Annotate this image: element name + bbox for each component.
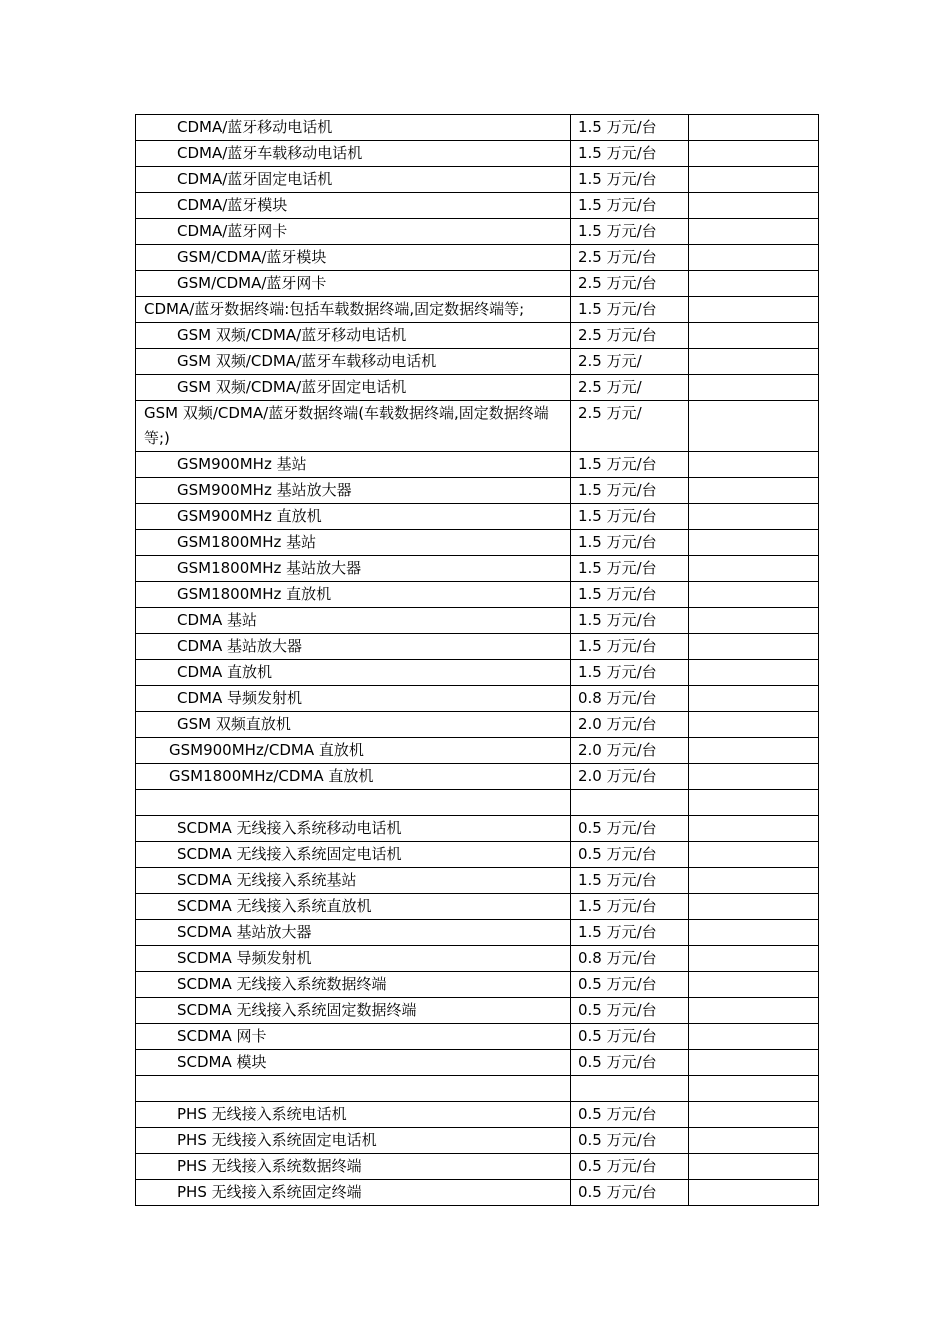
table-row bbox=[136, 349, 819, 375]
item-name-cell: CDMA 基站 bbox=[136, 608, 571, 634]
item-name-cell: PHS 无线接入系统电话机 bbox=[136, 1102, 571, 1128]
fee-cell: 2.5 万元/ bbox=[571, 375, 689, 401]
item-name-cell bbox=[136, 1076, 571, 1102]
item-name-cell: CDMA/蓝牙数据终端:包括车载数据终端,固定数据终端等; bbox=[136, 297, 571, 323]
table-row bbox=[136, 271, 819, 297]
note-cell bbox=[689, 712, 819, 738]
item-name-cell: GSM900MHz 直放机 bbox=[136, 504, 571, 530]
fee-table bbox=[135, 114, 819, 1206]
note-cell bbox=[689, 297, 819, 323]
table-row bbox=[136, 686, 819, 712]
fee-cell bbox=[571, 1076, 689, 1102]
item-name-cell: CDMA 基站放大器 bbox=[136, 634, 571, 660]
fee-cell: 1.5 万元/台 bbox=[571, 894, 689, 920]
fee-cell: 2.5 万元/台 bbox=[571, 245, 689, 271]
fee-cell: 2.5 万元/ bbox=[571, 401, 689, 452]
item-name-cell: GSM 双频/CDMA/蓝牙数据终端(车载数据终端,固定数据终端等;) bbox=[136, 401, 571, 452]
fee-cell: 0.5 万元/台 bbox=[571, 1102, 689, 1128]
note-cell bbox=[689, 115, 819, 141]
item-name-cell: SCDMA 无线接入系统数据终端 bbox=[136, 972, 571, 998]
note-cell bbox=[689, 1102, 819, 1128]
fee-cell: 0.5 万元/台 bbox=[571, 972, 689, 998]
table-row bbox=[136, 323, 819, 349]
fee-cell: 0.5 万元/台 bbox=[571, 1024, 689, 1050]
note-cell bbox=[689, 608, 819, 634]
item-name-cell: SCDMA 无线接入系统移动电话机 bbox=[136, 816, 571, 842]
note-cell bbox=[689, 686, 819, 712]
note-cell bbox=[689, 634, 819, 660]
item-name-cell: SCDMA 无线接入系统固定电话机 bbox=[136, 842, 571, 868]
item-name-cell: SCDMA 无线接入系统直放机 bbox=[136, 894, 571, 920]
fee-cell: 0.5 万元/台 bbox=[571, 842, 689, 868]
note-cell bbox=[689, 401, 819, 452]
note-cell bbox=[689, 972, 819, 998]
table-row bbox=[136, 478, 819, 504]
note-cell bbox=[689, 946, 819, 972]
note-cell bbox=[689, 816, 819, 842]
item-name-cell: GSM900MHz 基站放大器 bbox=[136, 478, 571, 504]
note-cell bbox=[689, 141, 819, 167]
note-cell bbox=[689, 1076, 819, 1102]
table-row bbox=[136, 193, 819, 219]
item-name-cell: CDMA/蓝牙网卡 bbox=[136, 219, 571, 245]
item-name-cell: GSM900MHz/CDMA 直放机 bbox=[136, 738, 571, 764]
fee-cell: 1.5 万元/台 bbox=[571, 297, 689, 323]
fee-table-body bbox=[136, 115, 819, 1206]
fee-cell: 0.8 万元/台 bbox=[571, 946, 689, 972]
fee-cell: 1.5 万元/台 bbox=[571, 582, 689, 608]
item-name-cell: SCDMA 网卡 bbox=[136, 1024, 571, 1050]
fee-cell: 1.5 万元/台 bbox=[571, 634, 689, 660]
fee-cell: 1.5 万元/台 bbox=[571, 556, 689, 582]
fee-cell bbox=[571, 790, 689, 816]
fee-cell: 1.5 万元/台 bbox=[571, 167, 689, 193]
item-name-cell: GSM1800MHz/CDMA 直放机 bbox=[136, 764, 571, 790]
item-name-cell: CDMA/蓝牙移动电话机 bbox=[136, 115, 571, 141]
table-row bbox=[136, 556, 819, 582]
table-row bbox=[136, 1024, 819, 1050]
fee-cell: 2.5 万元/台 bbox=[571, 271, 689, 297]
fee-cell: 0.5 万元/台 bbox=[571, 816, 689, 842]
note-cell bbox=[689, 1154, 819, 1180]
fee-cell: 2.0 万元/台 bbox=[571, 712, 689, 738]
note-cell bbox=[689, 1180, 819, 1206]
fee-cell: 2.0 万元/台 bbox=[571, 738, 689, 764]
note-cell bbox=[689, 1024, 819, 1050]
fee-cell: 0.8 万元/台 bbox=[571, 686, 689, 712]
fee-cell: 1.5 万元/台 bbox=[571, 478, 689, 504]
item-name-cell: CDMA 导频发射机 bbox=[136, 686, 571, 712]
table-row bbox=[136, 297, 819, 323]
table-row bbox=[136, 764, 819, 790]
table-row bbox=[136, 816, 819, 842]
fee-cell: 0.5 万元/台 bbox=[571, 1050, 689, 1076]
item-name-cell: GSM1800MHz 直放机 bbox=[136, 582, 571, 608]
table-row bbox=[136, 738, 819, 764]
item-name-cell: SCDMA 模块 bbox=[136, 1050, 571, 1076]
table-row bbox=[136, 972, 819, 998]
fee-cell: 0.5 万元/台 bbox=[571, 1154, 689, 1180]
note-cell bbox=[689, 271, 819, 297]
note-cell bbox=[689, 452, 819, 478]
fee-cell: 1.5 万元/台 bbox=[571, 219, 689, 245]
table-row bbox=[136, 530, 819, 556]
fee-cell: 1.5 万元/台 bbox=[571, 504, 689, 530]
item-name-cell: PHS 无线接入系统固定终端 bbox=[136, 1180, 571, 1206]
table-row bbox=[136, 245, 819, 271]
note-cell bbox=[689, 375, 819, 401]
table-row bbox=[136, 219, 819, 245]
table-row bbox=[136, 712, 819, 738]
table-row bbox=[136, 790, 819, 816]
fee-cell: 1.5 万元/台 bbox=[571, 920, 689, 946]
fee-cell: 1.5 万元/台 bbox=[571, 193, 689, 219]
table-row bbox=[136, 504, 819, 530]
table-row bbox=[136, 401, 819, 452]
note-cell bbox=[689, 245, 819, 271]
fee-cell: 1.5 万元/台 bbox=[571, 452, 689, 478]
item-name-cell: GSM1800MHz 基站 bbox=[136, 530, 571, 556]
table-row bbox=[136, 115, 819, 141]
item-name-cell: GSM 双频/CDMA/蓝牙固定电话机 bbox=[136, 375, 571, 401]
fee-cell: 0.5 万元/台 bbox=[571, 998, 689, 1024]
item-name-cell: GSM 双频直放机 bbox=[136, 712, 571, 738]
table-row bbox=[136, 141, 819, 167]
fee-cell: 1.5 万元/台 bbox=[571, 141, 689, 167]
fee-cell: 1.5 万元/台 bbox=[571, 115, 689, 141]
note-cell bbox=[689, 219, 819, 245]
fee-cell: 2.5 万元/ bbox=[571, 349, 689, 375]
item-name-cell: PHS 无线接入系统数据终端 bbox=[136, 1154, 571, 1180]
table-row bbox=[136, 660, 819, 686]
fee-cell: 2.5 万元/台 bbox=[571, 323, 689, 349]
fee-cell: 2.0 万元/台 bbox=[571, 764, 689, 790]
table-row bbox=[136, 868, 819, 894]
table-row bbox=[136, 375, 819, 401]
note-cell bbox=[689, 998, 819, 1024]
item-name-cell: GSM900MHz 基站 bbox=[136, 452, 571, 478]
table-row bbox=[136, 582, 819, 608]
note-cell bbox=[689, 504, 819, 530]
note-cell bbox=[689, 1050, 819, 1076]
item-name-cell: GSM 双频/CDMA/蓝牙移动电话机 bbox=[136, 323, 571, 349]
table-row bbox=[136, 1128, 819, 1154]
item-name-cell: GSM/CDMA/蓝牙模块 bbox=[136, 245, 571, 271]
note-cell bbox=[689, 556, 819, 582]
item-name-cell: CDMA/蓝牙模块 bbox=[136, 193, 571, 219]
table-row bbox=[136, 920, 819, 946]
note-cell bbox=[689, 193, 819, 219]
item-name-cell: SCDMA 无线接入系统基站 bbox=[136, 868, 571, 894]
note-cell bbox=[689, 582, 819, 608]
table-row bbox=[136, 1180, 819, 1206]
note-cell bbox=[689, 1128, 819, 1154]
table-row bbox=[136, 946, 819, 972]
table-row bbox=[136, 1154, 819, 1180]
note-cell bbox=[689, 323, 819, 349]
fee-cell: 0.5 万元/台 bbox=[571, 1128, 689, 1154]
table-row bbox=[136, 167, 819, 193]
note-cell bbox=[689, 842, 819, 868]
note-cell bbox=[689, 790, 819, 816]
item-name-cell: CDMA/蓝牙固定电话机 bbox=[136, 167, 571, 193]
fee-cell: 0.5 万元/台 bbox=[571, 1180, 689, 1206]
fee-cell: 1.5 万元/台 bbox=[571, 660, 689, 686]
table-row bbox=[136, 452, 819, 478]
item-name-cell: SCDMA 无线接入系统固定数据终端 bbox=[136, 998, 571, 1024]
item-name-cell: SCDMA 基站放大器 bbox=[136, 920, 571, 946]
table-row bbox=[136, 1102, 819, 1128]
table-row bbox=[136, 894, 819, 920]
note-cell bbox=[689, 530, 819, 556]
item-name-cell: GSM1800MHz 基站放大器 bbox=[136, 556, 571, 582]
table-row bbox=[136, 998, 819, 1024]
note-cell bbox=[689, 894, 819, 920]
table-row bbox=[136, 608, 819, 634]
note-cell bbox=[689, 167, 819, 193]
table-row bbox=[136, 842, 819, 868]
table-row bbox=[136, 1050, 819, 1076]
note-cell bbox=[689, 764, 819, 790]
note-cell bbox=[689, 478, 819, 504]
item-name-cell: GSM/CDMA/蓝牙网卡 bbox=[136, 271, 571, 297]
note-cell bbox=[689, 738, 819, 764]
item-name-cell bbox=[136, 790, 571, 816]
item-name-cell: CDMA 直放机 bbox=[136, 660, 571, 686]
note-cell bbox=[689, 349, 819, 375]
table-row bbox=[136, 634, 819, 660]
item-name-cell: GSM 双频/CDMA/蓝牙车载移动电话机 bbox=[136, 349, 571, 375]
fee-cell: 1.5 万元/台 bbox=[571, 608, 689, 634]
item-name-cell: SCDMA 导频发射机 bbox=[136, 946, 571, 972]
item-name-cell: CDMA/蓝牙车载移动电话机 bbox=[136, 141, 571, 167]
fee-cell: 1.5 万元/台 bbox=[571, 868, 689, 894]
item-name-cell: PHS 无线接入系统固定电话机 bbox=[136, 1128, 571, 1154]
note-cell bbox=[689, 868, 819, 894]
fee-cell: 1.5 万元/台 bbox=[571, 530, 689, 556]
note-cell bbox=[689, 920, 819, 946]
note-cell bbox=[689, 660, 819, 686]
table-row bbox=[136, 1076, 819, 1102]
